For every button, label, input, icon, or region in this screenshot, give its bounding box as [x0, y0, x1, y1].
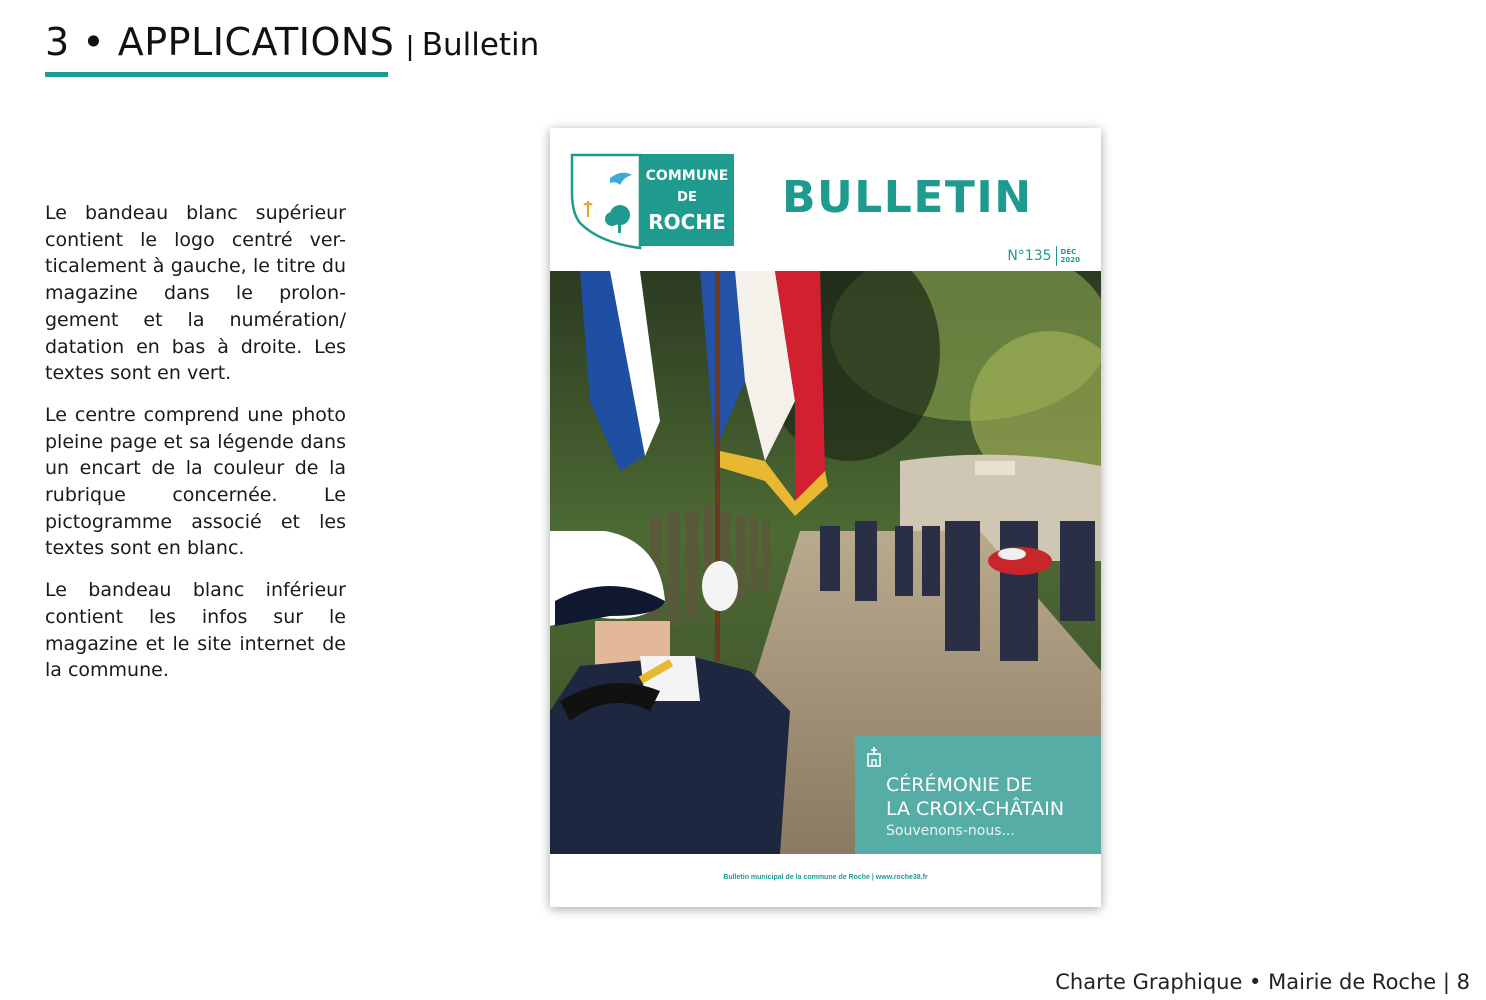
- cover-top-band: [550, 128, 1101, 271]
- cover-footer-text: Bulletin municipal de la commune de Roche | www.roche38.fr: [723, 874, 928, 881]
- issue-info: [1007, 246, 1080, 266]
- bulletin-cover: [550, 128, 1101, 907]
- logo-line-1: COMMUNE: [645, 168, 729, 184]
- commune-shield-icon: [570, 153, 642, 253]
- cover-bottom-band: [550, 854, 1101, 907]
- caption-line-1: CÉRÉMONIE DE: [886, 774, 1033, 796]
- description-paragraph-3: Le bandeau blanc inférieur contient les infos sur le magazine et le site internet de la commune.: [45, 579, 346, 682]
- issue-month: DÉC: [1060, 248, 1077, 256]
- description-paragraph-2: Le centre comprend une photo pleine page et sa légende dans un encart de la couleur de la rubrique concernée. Le pictogramme associé et les textes sont en blanc.: [45, 403, 346, 560]
- description-paragraph-1: Le bandeau blanc supérieur contient le logo centré ver-ticalement à gauche, le titre du magazine dans le prolon-gement et la numération/ datation en bas à droite. Les textes sont en vert.: [45, 202, 346, 385]
- issue-number: N°135: [1007, 248, 1052, 264]
- section-subtitle: Bulletin: [421, 27, 540, 63]
- logo-line-2: DE: [677, 190, 697, 205]
- monument-pictogram-icon: [865, 746, 883, 768]
- page-title: [45, 20, 539, 64]
- issue-date: [1061, 248, 1080, 264]
- page-header: [45, 20, 539, 64]
- commune-logo: [640, 154, 734, 246]
- title-separator: |: [406, 30, 414, 61]
- caption-box: [855, 736, 1101, 854]
- caption-subtitle: Souvenons-nous...: [886, 823, 1015, 839]
- issue-year: 2020: [1060, 256, 1080, 264]
- issue-divider: [1056, 246, 1057, 266]
- logo-line-3: ROCHE: [648, 210, 726, 234]
- title-underline: [45, 72, 388, 77]
- description-text: [45, 200, 346, 699]
- caption-line-2: LA CROIX-CHÂTAIN: [886, 798, 1065, 820]
- page-footer: Charte Graphique • Mairie de Roche | 8: [1055, 970, 1470, 994]
- magazine-title: BULLETIN: [782, 172, 1033, 223]
- caption-title: [886, 773, 1064, 821]
- section-title: 3 • APPLICATIONS: [45, 20, 395, 64]
